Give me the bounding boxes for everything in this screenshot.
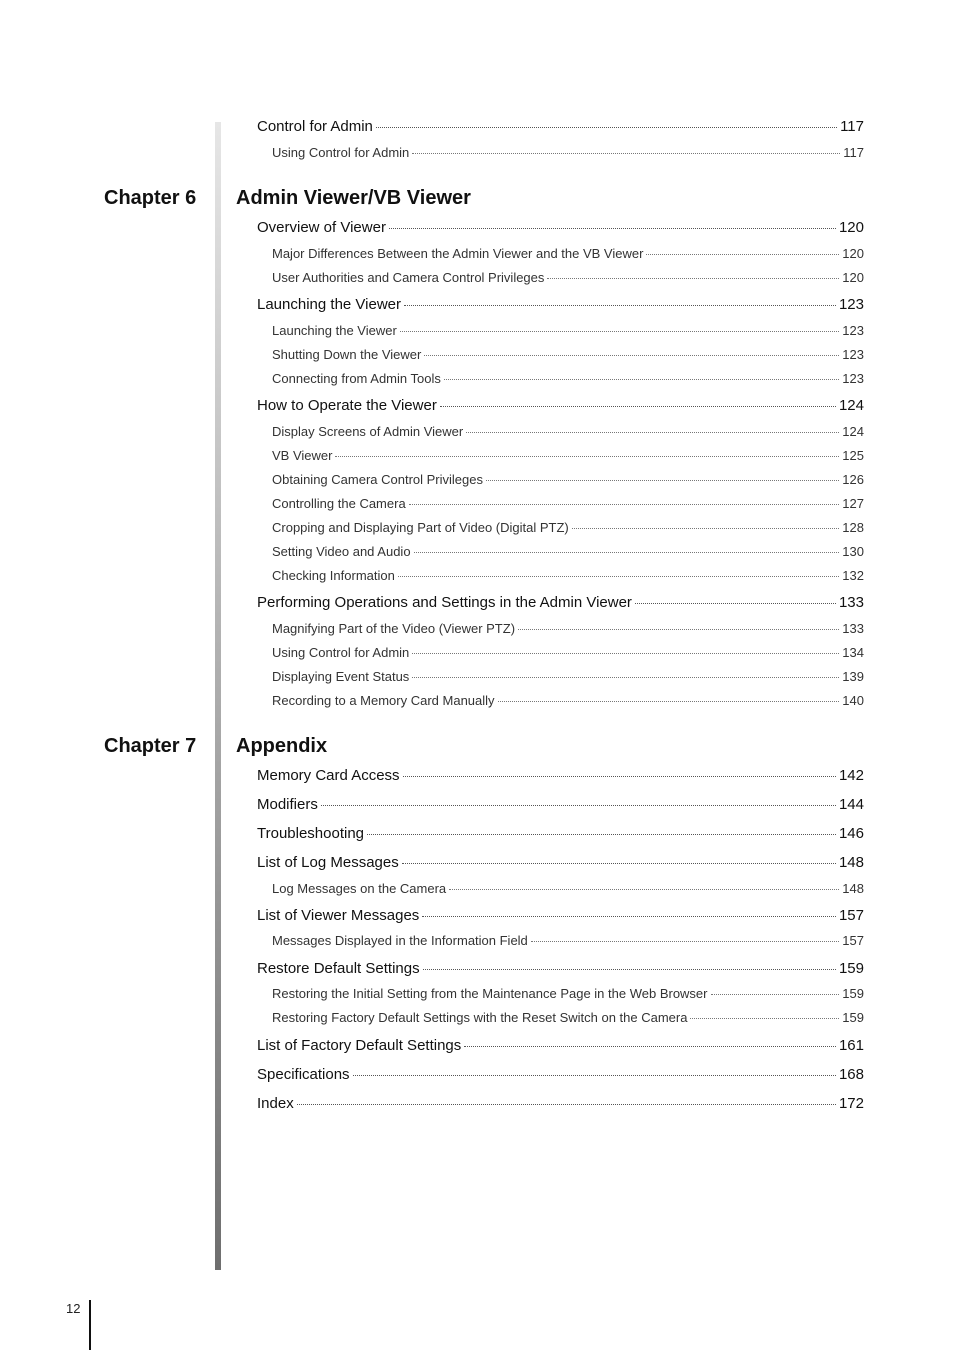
toc-entry-page: 144 (838, 796, 864, 813)
toc-entry-title: Index (257, 1095, 294, 1112)
dot-leader (711, 994, 840, 995)
dot-leader (572, 528, 840, 529)
toc-subentry[interactable] (272, 371, 864, 386)
toc-entry-page: 130 (842, 544, 864, 559)
dot-leader (466, 432, 839, 433)
toc-entry-page: 142 (838, 767, 864, 784)
toc-entry-page: 168 (838, 1066, 864, 1083)
dot-leader (423, 969, 836, 970)
chapter-label: Chapter 6 (104, 187, 197, 209)
toc-entry[interactable] (257, 907, 864, 924)
toc-subentry[interactable] (272, 693, 864, 708)
toc-entry-title: Control for Admin (257, 118, 373, 135)
toc-entry-page: 120 (842, 246, 864, 261)
toc-entry-page: 117 (840, 118, 864, 135)
toc-entry-title: Specifications (257, 1066, 350, 1083)
toc-entry-title: Launching the Viewer (272, 323, 397, 338)
toc-entry-title: Controlling the Camera (272, 496, 406, 511)
toc-entry-title: Connecting from Admin Tools (272, 371, 441, 386)
toc-entry-page: 117 (843, 145, 864, 160)
chapter-title[interactable]: Admin Viewer/VB Viewer (236, 187, 471, 209)
toc-entry-title: Launching the Viewer (257, 296, 401, 313)
toc-entry[interactable] (257, 767, 864, 784)
toc-entry-title: Displaying Event Status (272, 669, 410, 684)
toc-entry-page: 134 (842, 645, 864, 660)
toc-entry-title: Restoring the Initial Setting from the Maintenance Page in the Web Browser (272, 986, 708, 1001)
toc-entry[interactable] (257, 296, 864, 313)
dot-leader (422, 916, 836, 917)
toc-entry-page: 123 (842, 323, 864, 338)
dot-leader (321, 805, 836, 806)
dot-leader (389, 228, 836, 229)
toc-entry-page: 148 (842, 881, 864, 896)
toc-entry-page: 159 (838, 960, 864, 977)
dot-leader (498, 701, 840, 702)
toc-entry-page: 123 (842, 347, 864, 362)
toc-subentry[interactable] (272, 496, 864, 511)
dot-leader (353, 1075, 836, 1076)
toc-entry-page: 125 (842, 448, 864, 463)
dot-leader (404, 305, 836, 306)
dot-leader (449, 889, 839, 890)
toc-entry[interactable] (257, 1095, 864, 1112)
toc-subentry[interactable] (272, 933, 864, 948)
toc-entry-page: 146 (838, 825, 864, 842)
toc-entry-title: Shutting Down the Viewer (272, 347, 422, 362)
toc-entry-title: List of Viewer Messages (257, 907, 420, 924)
dot-leader (409, 504, 840, 505)
toc-entry-title: Setting Video and Audio (272, 544, 411, 559)
toc-entry[interactable] (257, 960, 864, 977)
toc-entry-page: 123 (842, 371, 864, 386)
dot-leader (464, 1046, 836, 1047)
chapter-title[interactable]: Appendix (236, 735, 328, 757)
dot-leader (440, 406, 836, 407)
toc-entry-title: Using Control for Admin (272, 645, 410, 660)
toc-entry-page: 157 (842, 933, 864, 948)
toc-entry-title: Overview of Viewer (257, 219, 386, 236)
toc-subentry[interactable] (272, 1010, 864, 1025)
toc-subentry[interactable] (272, 645, 864, 660)
dot-leader (424, 355, 839, 356)
toc-entry-page: 140 (842, 693, 864, 708)
toc-entry-title: Restore Default Settings (257, 960, 420, 977)
toc-subentry[interactable] (272, 544, 864, 559)
toc-entry-page: 124 (838, 397, 864, 414)
dot-leader (444, 379, 839, 380)
dot-leader (400, 331, 840, 332)
toc-entry[interactable] (257, 397, 864, 414)
toc-entry-page: 120 (842, 270, 864, 285)
toc-entry-page: 126 (842, 472, 864, 487)
toc-entry-title: List of Factory Default Settings (257, 1037, 462, 1054)
dot-leader (412, 677, 839, 678)
toc-entry-page: 124 (842, 424, 864, 439)
toc-subentry[interactable] (272, 520, 864, 535)
toc-entry[interactable] (257, 594, 864, 611)
toc-entry-page: 132 (842, 568, 864, 583)
dot-leader (635, 603, 836, 604)
toc-subentry[interactable] (272, 347, 864, 362)
page-number-rule (89, 1300, 91, 1350)
toc-subentry[interactable] (272, 881, 864, 896)
toc-subentry[interactable] (272, 424, 864, 439)
toc-subentry[interactable] (272, 568, 864, 583)
toc-entry-title: Display Screens of Admin Viewer (272, 424, 464, 439)
toc-entry-title: List of Log Messages (257, 854, 399, 871)
dot-leader (403, 776, 836, 777)
dot-leader (402, 863, 836, 864)
page-number: 12 (66, 1301, 81, 1316)
toc-entry-title: Restoring Factory Default Settings with the Reset Switch on the Camera (272, 1010, 688, 1025)
toc-entry-page: 133 (842, 621, 864, 636)
dot-leader (690, 1018, 839, 1019)
toc-entry-title: Log Messages on the Camera (272, 881, 447, 896)
dot-leader (398, 576, 839, 577)
toc-entry-page: 172 (838, 1095, 864, 1112)
dot-leader (646, 254, 839, 255)
dot-leader (531, 941, 840, 942)
toc-subentry[interactable] (272, 145, 864, 160)
toc-entry-page: 128 (842, 520, 864, 535)
toc-entry-page: 133 (838, 594, 864, 611)
toc-entry[interactable] (257, 796, 864, 813)
toc-subentry[interactable] (272, 246, 864, 261)
toc-entry-title: Checking Information (272, 568, 395, 583)
chapter-divider-bar (215, 122, 221, 1270)
toc-subentry[interactable] (272, 669, 864, 684)
dot-leader (297, 1104, 836, 1105)
dot-leader (547, 278, 839, 279)
toc-entry-page: 123 (838, 296, 864, 313)
toc-entry[interactable] (257, 1037, 864, 1054)
toc-entry-title: Recording to a Memory Card Manually (272, 693, 495, 708)
dot-leader (335, 456, 839, 457)
dot-leader (414, 552, 840, 553)
dot-leader (518, 629, 839, 630)
toc-entry-page: 157 (838, 907, 864, 924)
toc-entry-title: Cropping and Displaying Part of Video (Digital PTZ) (272, 520, 569, 535)
toc-entry[interactable] (257, 825, 864, 842)
dot-leader (412, 653, 839, 654)
toc-entry-page: 159 (842, 1010, 864, 1025)
toc-entry[interactable] (257, 219, 864, 236)
toc-entry-title: Major Differences Between the Admin Viewer and the VB Viewer (272, 246, 644, 261)
toc-entry-page: 139 (842, 669, 864, 684)
toc-subentry[interactable] (272, 448, 864, 463)
toc-entry-page: 127 (842, 496, 864, 511)
dot-leader (486, 480, 839, 481)
toc-subentry[interactable] (272, 323, 864, 338)
toc-entry[interactable] (257, 1066, 864, 1083)
toc-entry-title: Obtaining Camera Control Privileges (272, 472, 483, 487)
toc-subentry[interactable] (272, 986, 864, 1001)
toc-subentry[interactable] (272, 621, 864, 636)
toc-entry-title: Messages Displayed in the Information Field (272, 933, 528, 948)
toc-subentry[interactable] (272, 270, 864, 285)
toc-entry[interactable] (257, 854, 864, 871)
toc-entry-title: VB Viewer (272, 448, 333, 463)
toc-entry-title: Magnifying Part of the Video (Viewer PTZ) (272, 621, 516, 636)
toc-entry-page: 120 (838, 219, 864, 236)
toc-entry-title: Memory Card Access (257, 767, 400, 784)
toc-entry-page: 159 (842, 986, 864, 1001)
toc-entry-title: User Authorities and Camera Control Privileges (272, 270, 545, 285)
toc-entry-title: Performing Operations and Settings in the Admin Viewer (257, 594, 632, 611)
toc-entry-title: How to Operate the Viewer (257, 397, 437, 414)
dot-leader (376, 127, 837, 128)
dot-leader (412, 153, 840, 154)
toc-entry-title: Modifiers (257, 796, 318, 813)
toc-entry-page: 148 (838, 854, 864, 871)
toc-entry-title: Troubleshooting (257, 825, 365, 842)
toc-entry-title: Using Control for Admin (272, 145, 410, 160)
chapter-label: Chapter 7 (104, 735, 197, 757)
toc-entry[interactable] (257, 118, 864, 135)
toc-entry-page: 161 (838, 1037, 864, 1054)
dot-leader (367, 834, 836, 835)
toc-subentry[interactable] (272, 472, 864, 487)
